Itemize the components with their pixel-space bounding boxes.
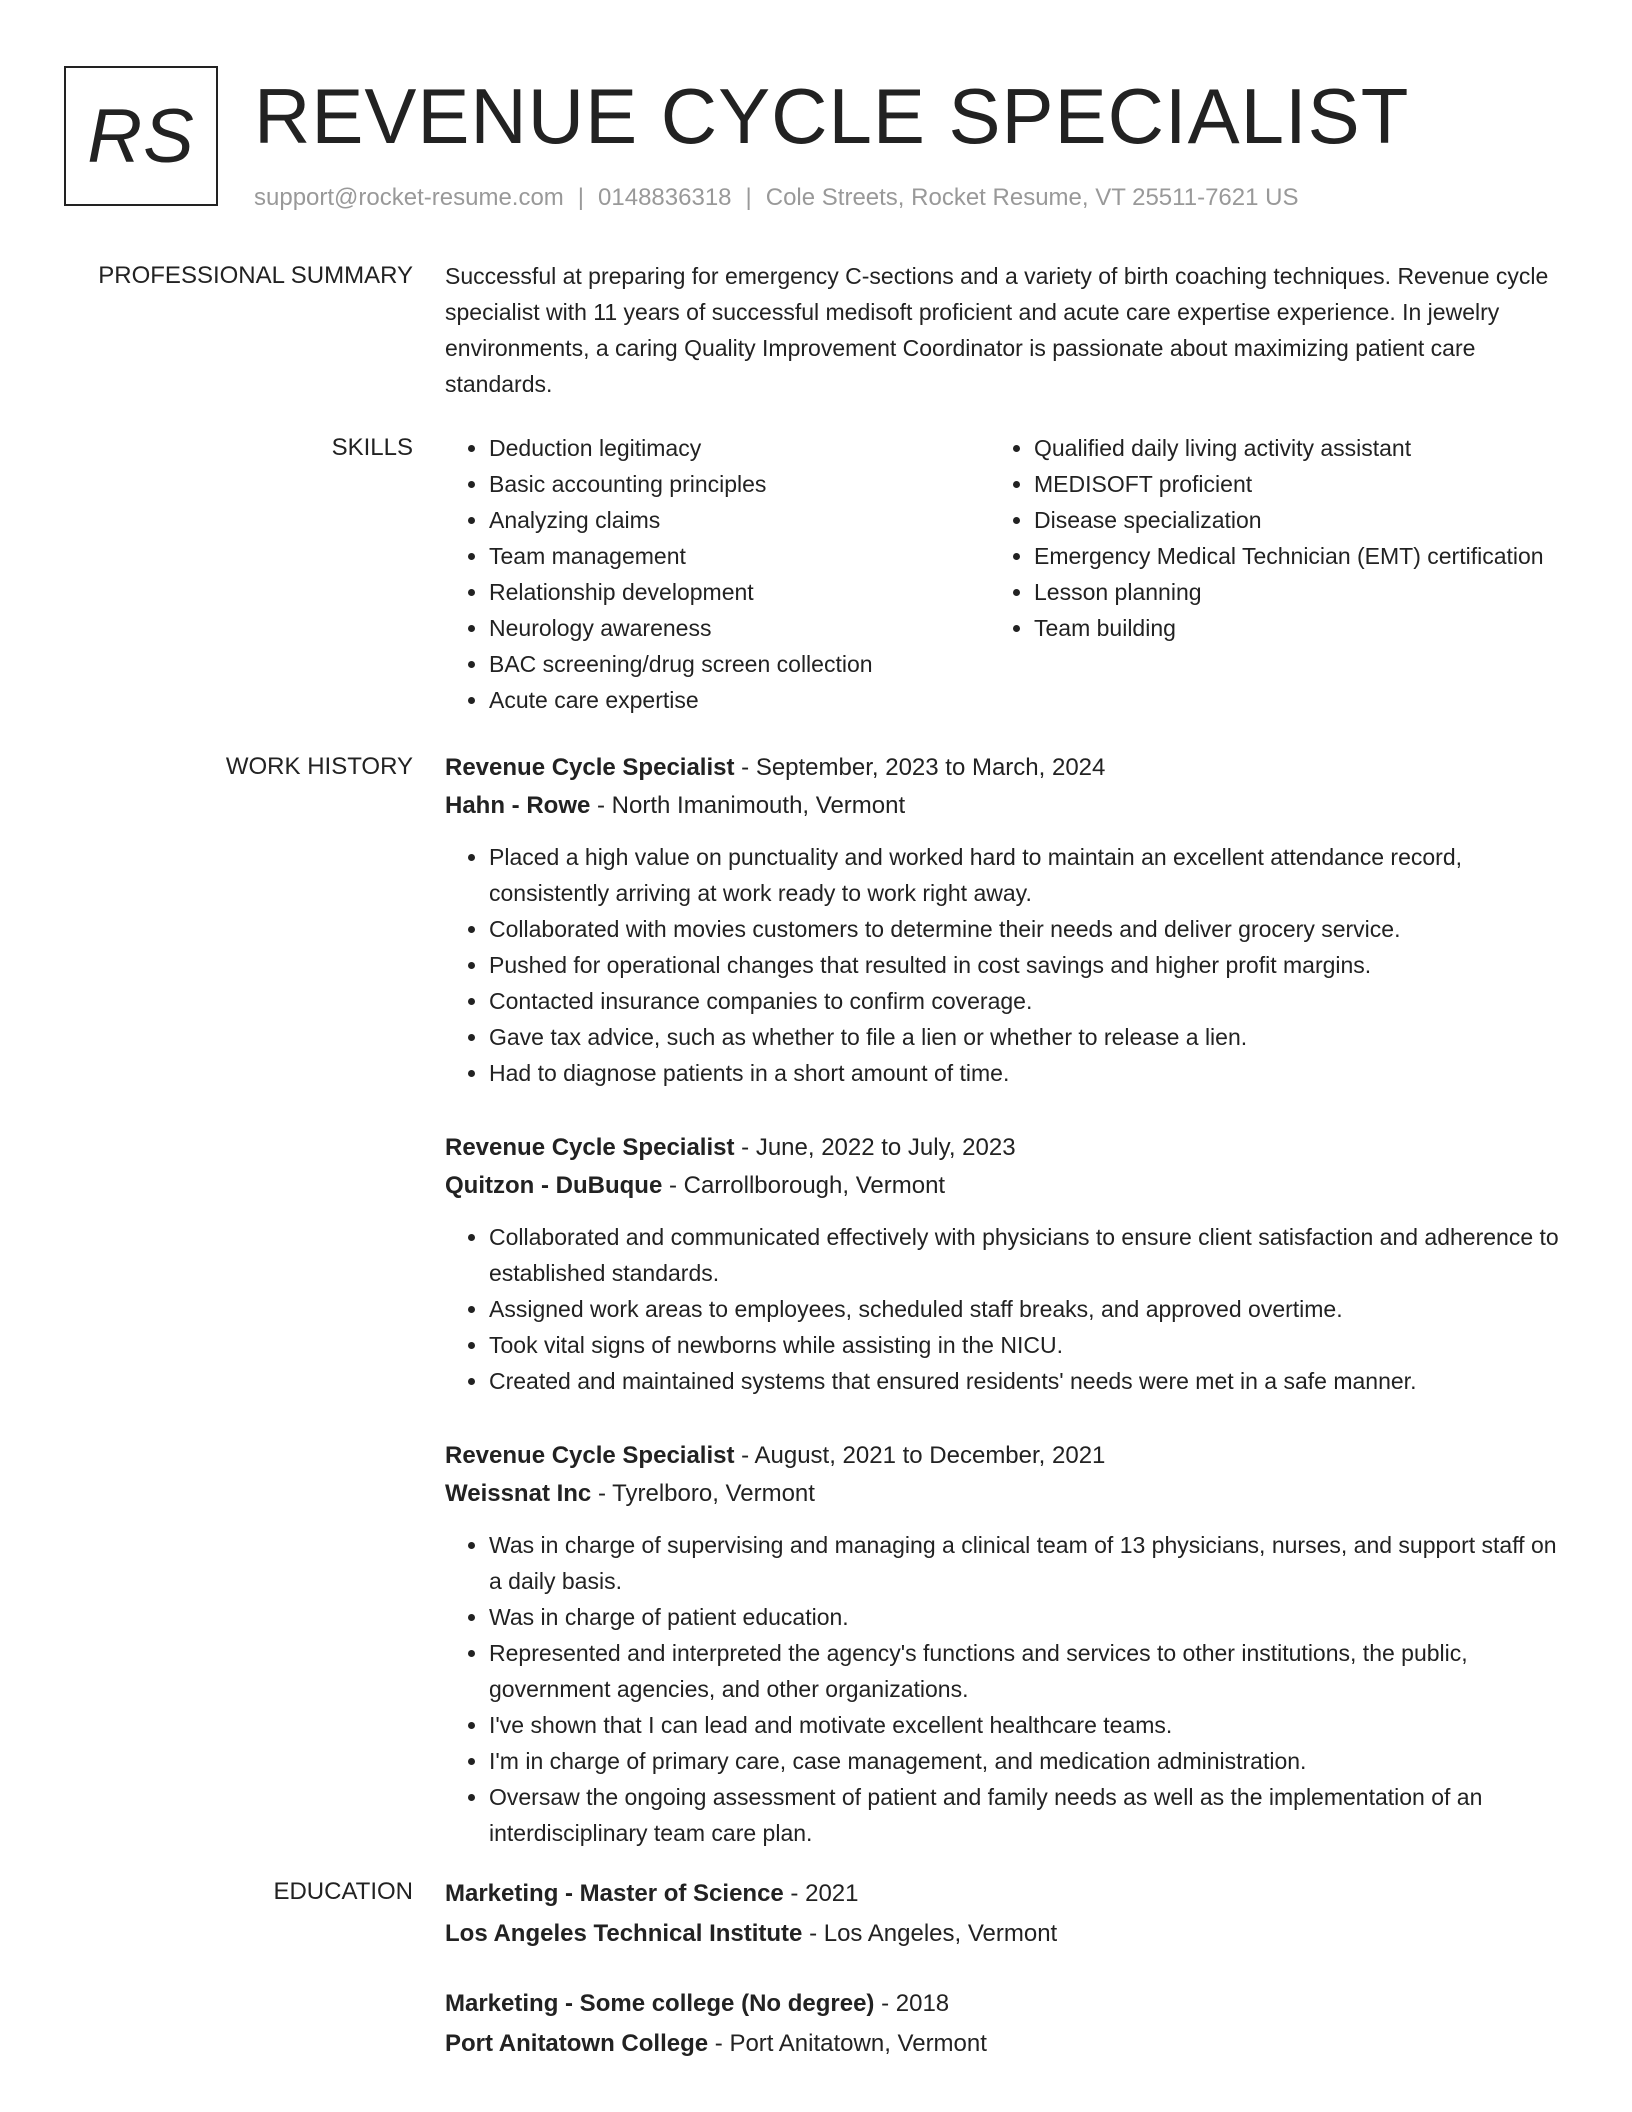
job-dates: - August, 2021 to December, 2021 (734, 1442, 1106, 1469)
job-company-line (445, 1167, 1560, 1205)
contact-separator: | (577, 184, 585, 211)
skills-body (445, 430, 1560, 718)
skill-item: • Analyzing claims (489, 502, 990, 538)
job-bullet: • Represented and interpreted the agency's functions and services to other institutions, the public, government agencies, and other organizations. (489, 1635, 1560, 1707)
skill-item: • MEDISOFT proficient (1034, 466, 1560, 502)
job-title-line (445, 1129, 1560, 1167)
skill-item: • BAC screening/drug screen collection (489, 646, 990, 682)
work-history-body (445, 749, 1560, 1889)
job-bullet: • Collaborated and communicated effectively with physicians to ensure client satisfaction and adherence to established standards. (489, 1219, 1560, 1291)
section-label-education: EDUCATION (273, 1878, 413, 1905)
job-title-line (445, 1437, 1560, 1475)
skill-item: • Team management (489, 538, 990, 574)
job-bullet: • Pushed for operational changes that resulted in cost savings and higher profit margins. (489, 947, 1560, 983)
education-degree: Marketing - Master of Science (445, 1880, 784, 1907)
education-school-line (445, 1914, 1560, 1954)
job-bullets (445, 1219, 1560, 1399)
contact-email[interactable]: support@rocket-resume.com (254, 184, 564, 211)
skill-item: • Deduction legitimacy (489, 430, 990, 466)
job-entry (445, 1129, 1560, 1399)
job-company: Hahn - Rowe (445, 792, 591, 819)
monogram-initials: RS (87, 93, 195, 179)
job-bullet: • Created and maintained systems that ensured residents' needs were met in a safe manner. (489, 1363, 1560, 1399)
skills-list-right (990, 430, 1560, 718)
summary-text: Successful at preparing for emergency C-sections and a variety of birth coaching techniques. Revenue cycle specialist with 11 years of successful medisoft proficient and acute care expertise experience. In jewelry environments, a caring Quality Improvement Coordinator is passionate about maximizing patient care standards. (445, 263, 1549, 397)
contact-phone[interactable]: 0148836318 (598, 184, 732, 211)
contact-line (254, 174, 1298, 222)
education-degree: Marketing - Some college (No degree) (445, 1990, 875, 2017)
section-label-work-history: WORK HISTORY (225, 753, 413, 780)
job-company: Quitzon - DuBuque (445, 1172, 663, 1199)
job-location: - Carrollborough, Vermont (662, 1172, 946, 1199)
job-title-line (445, 749, 1560, 787)
skill-item: • Emergency Medical Technician (EMT) certification (1034, 538, 1560, 574)
job-title: Revenue Cycle Specialist (445, 754, 735, 781)
skill-item: • Neurology awareness (489, 610, 990, 646)
job-bullet: • Assigned work areas to employees, scheduled staff breaks, and approved overtime. (489, 1291, 1560, 1327)
monogram-box (64, 66, 218, 206)
skills-columns (445, 430, 1560, 718)
job-bullet: • Took vital signs of newborns while assisting in the NICU. (489, 1327, 1560, 1363)
job-bullets (445, 839, 1560, 1091)
section-label-skills: SKILLS (331, 434, 413, 461)
job-bullet: • Gave tax advice, such as whether to file a lien or whether to release a lien. (489, 1019, 1560, 1055)
resume-title: REVENUE CYCLE SPECIALIST (254, 72, 1410, 160)
job-bullet: • Had to diagnose patients in a short amount of time. (489, 1055, 1560, 1091)
education-school: Port Anitatown College (445, 2030, 709, 2057)
contact-address: Cole Streets, Rocket Resume, VT 25511-7621 US (765, 184, 1299, 211)
skill-item: • Lesson planning (1034, 574, 1560, 610)
job-company: Weissnat Inc (445, 1480, 592, 1507)
summary-body (445, 258, 1560, 402)
job-company-line (445, 1475, 1560, 1513)
job-bullet: • Contacted insurance companies to confirm coverage. (489, 983, 1560, 1019)
job-company-line (445, 787, 1560, 825)
education-degree-line (445, 1984, 1560, 2024)
education-school: Los Angeles Technical Institute (445, 1920, 803, 1947)
skill-item: • Team building (1034, 610, 1560, 646)
job-bullet: • I'm in charge of primary care, case management, and medication administration. (489, 1743, 1560, 1779)
job-title: Revenue Cycle Specialist (445, 1134, 735, 1161)
job-location: - North Imanimouth, Vermont (590, 792, 906, 819)
job-bullet: • Oversaw the ongoing assessment of patient and family needs as well as the implementation of an interdisciplinary team care plan. (489, 1779, 1560, 1851)
skill-item: • Qualified daily living activity assistant (1034, 430, 1560, 466)
job-location: - Tyrelboro, Vermont (591, 1480, 815, 1507)
education-body (445, 1874, 1560, 2094)
job-bullet: • I've shown that I can lead and motivate excellent healthcare teams. (489, 1707, 1560, 1743)
skill-item: • Disease specialization (1034, 502, 1560, 538)
job-entry (445, 1437, 1560, 1851)
job-dates: - September, 2023 to March, 2024 (734, 754, 1106, 781)
job-bullets (445, 1527, 1560, 1851)
education-location: - Los Angeles, Vermont (802, 1920, 1058, 1947)
job-bullet: • Was in charge of supervising and managing a clinical team of 13 physicians, nurses, and support staff on a daily basis. (489, 1527, 1560, 1599)
job-bullet: • Was in charge of patient education. (489, 1599, 1560, 1635)
skill-item: • Basic accounting principles (489, 466, 990, 502)
education-year: - 2018 (874, 1990, 950, 2017)
job-title: Revenue Cycle Specialist (445, 1442, 735, 1469)
education-location: - Port Anitatown, Vermont (708, 2030, 987, 2057)
contact-separator: | (745, 184, 752, 211)
education-entry (445, 1984, 1560, 2064)
education-year: - 2021 (783, 1880, 859, 1907)
education-school-line (445, 2024, 1560, 2064)
job-entry (445, 749, 1560, 1091)
job-bullet: • Placed a high value on punctuality and worked hard to maintain an excellent attendance record, consistently arriving at work ready to work right away. (489, 839, 1560, 911)
section-label-summary: PROFESSIONAL SUMMARY (98, 262, 413, 289)
job-bullet: • Collaborated with movies customers to determine their needs and deliver grocery service. (489, 911, 1560, 947)
education-entry (445, 1874, 1560, 1954)
job-dates: - June, 2022 to July, 2023 (734, 1134, 1016, 1161)
education-degree-line (445, 1874, 1560, 1914)
skill-item: • Relationship development (489, 574, 990, 610)
skill-item: • Acute care expertise (489, 682, 990, 718)
skills-list-left (445, 430, 990, 718)
